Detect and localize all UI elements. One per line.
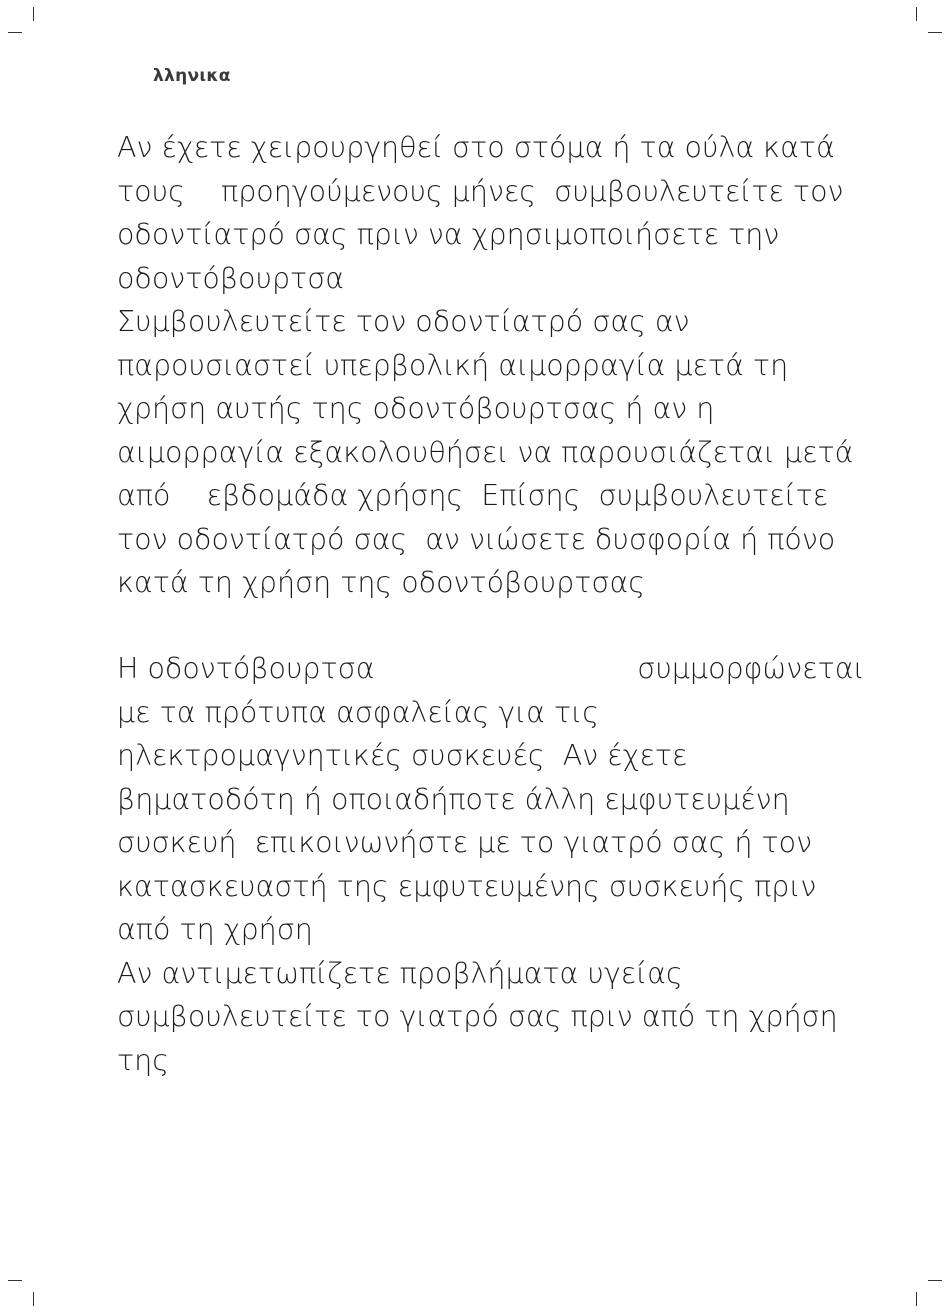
text-line: τους προηγούμενους μήνες συμβουλευτείτε τον	[117, 174, 844, 208]
crop-mark-top-right-horizontal	[928, 32, 942, 33]
text-line: Η οδοντόβουρτσα συμμορφώνεται	[117, 652, 865, 685]
paragraph-surgery-warning	[117, 126, 877, 605]
text-line: αιμορραγία εξακολουθήσει να παρουσιάζεται μετά	[117, 435, 854, 469]
text-line: οδοντόβουρτσα	[117, 261, 345, 295]
crop-mark-bottom-left-vertical	[33, 1292, 34, 1306]
text-line: με τα πρότυπα ασφαλείας για τις	[117, 695, 599, 729]
text-line: της	[117, 1043, 169, 1077]
text-line: Αν έχετε χειρουργηθεί στο στόμα ή τα ούλα κατά	[117, 131, 835, 164]
text-line: χρήση αυτής της οδοντόβουρτσας ή αν η	[117, 392, 715, 425]
text-line: Αν αντιμετωπίζετε προβλήματα υγείας	[117, 956, 683, 990]
text-line: τον οδοντίατρό σας αν νιώσετε δυσφορία ή πόνο	[117, 522, 836, 556]
text-line: από εβδομάδα χρήσης Επίσης συμβουλευτείτε	[117, 479, 829, 512]
text-line: συσκευή επικοινωνήστε με το γιατρό σας ή τον	[117, 826, 813, 859]
text-line: κατά τη χρήση της οδοντόβουρτσας	[117, 566, 645, 599]
text-line: βηματοδότη ή οποιαδήποτε άλλη εμφυτευμένη	[117, 782, 790, 816]
text-line: οδοντίατρό σας πριν να χρησιμοποιήσετε την	[117, 218, 780, 251]
text-line: κατασκευαστή της εμφυτευμένης συσκευής πριν	[117, 869, 817, 903]
crop-mark-bottom-left-horizontal	[8, 1280, 22, 1281]
crop-mark-top-left-vertical	[33, 7, 34, 21]
text-line: παρουσιαστεί υπερβολική αιμορραγία μετά τη	[117, 348, 789, 382]
language-label: λληνικα	[153, 66, 231, 86]
crop-mark-bottom-right-horizontal	[928, 1280, 942, 1281]
crop-mark-top-left-horizontal	[8, 32, 22, 33]
crop-mark-bottom-right-vertical	[916, 1292, 917, 1306]
text-line: συμβουλευτείτε το γιατρό σας πριν από τη χρήση	[117, 1000, 838, 1033]
text-line: ηλεκτρομαγνητικές συσκευές Αν έχετε	[117, 739, 688, 772]
paragraph-emc-warning	[117, 647, 877, 1082]
text-line: Συμβουλευτείτε τον οδοντίατρό σας αν	[117, 305, 690, 338]
crop-mark-top-right-vertical	[916, 7, 917, 21]
text-line: από τη χρήση	[117, 913, 313, 946]
